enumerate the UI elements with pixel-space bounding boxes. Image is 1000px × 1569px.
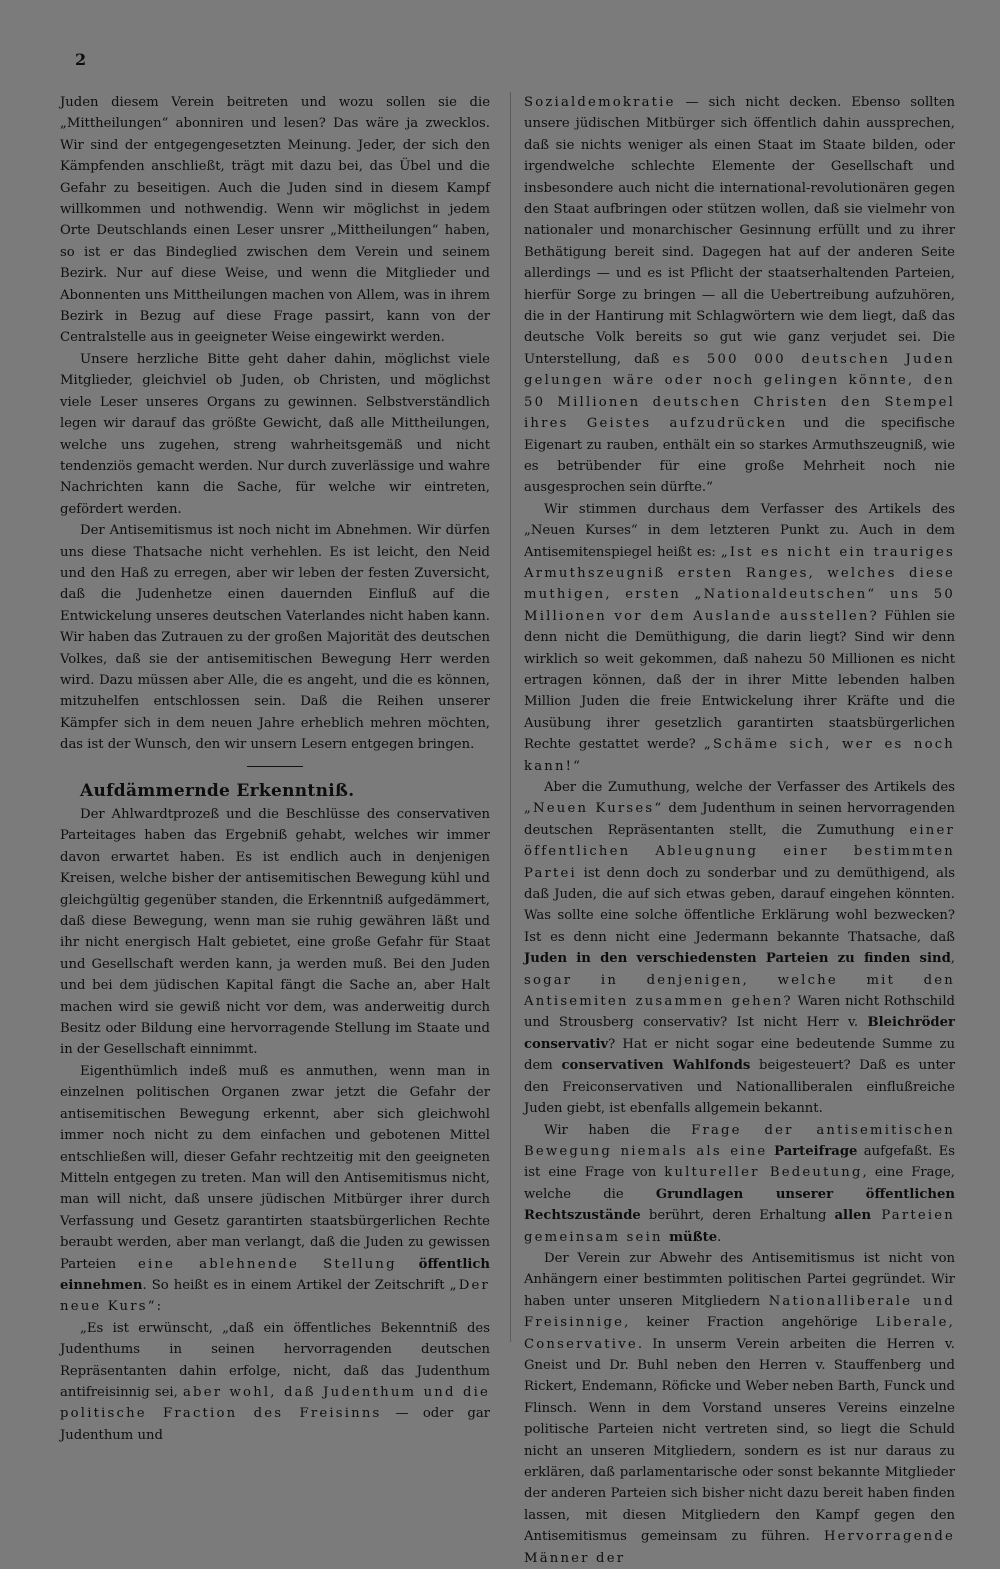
bold-emphasis: öffentlich einnehmen — [60, 1256, 490, 1293]
bold-emphasis: Bleichröder conservativ — [524, 1015, 955, 1052]
spaced-emphasis: Hervorragende Männer der — [524, 1529, 955, 1566]
right-column — [524, 92, 955, 1569]
column-divider — [510, 92, 511, 1342]
spaced-emphasis: sogar in denjenigen, welche mit den Antisemiten zusammen gehen? — [524, 972, 955, 1010]
spaced-emphasis: einer öffentlichen Ableugnung einer bestimmten Partei — [524, 822, 955, 881]
spaced-emphasis: kultureller Bedeutung — [664, 1165, 863, 1181]
spaced-emphasis: aber wohl, daß Judenthum und die politische Fraction des Freisinns — [60, 1384, 491, 1422]
bold-emphasis: Parteifrage — [767, 1143, 858, 1159]
bold-emphasis: müßte — [669, 1229, 718, 1245]
paragraph: Unsere herzliche Bitte geht daher dahin, möglichst viele Mitglieder, gleichviel ob Juden, ob Christen, und möglichst viele Leser unseres Organs zu gewinnen. Selbstverständlich legen wir darauf das größte Gewicht, daß alle Mittheilungen, welche uns zugehen, streng wahrheitsgemäß und nicht tendenziös gemacht werden. Nur durch zuverlässige und wahre Nachrichten kann die Sache, für welche wir eintreten, gefördert werden. — [60, 351, 490, 517]
quote-paragraph: „Es ist erwünscht, „daß ein öffentliches Bekenntniß des Judenthums in seinen hervorragenden deutschen Repräsentanten dahin erfolge, nicht, daß das Judenthum antifreisinnig sei, aber wohl, daß Judenthum und die politische Fraction des Freisinns — oder gar Judenthum und — [60, 1320, 491, 1443]
paragraph: Der Verein zur Abwehr des Antisemitismus ist nicht von Anhängern einer bestimmten politischen Partei gegründet. Wir haben unter unseren Mitgliedern Nationalliberale und Freisinnige, keiner Fraction angehörige Liberale, Conservative. In unserm Verein arbeiten die Herren v. Gneist und Dr. Buhl neben den Herren v. Stauffenberg und Rickert, Endemann, Röficke und Weber neben Barth, Funck und Flinsch. Wenn in dem Vorstand unseres Vereins einzelne politische Parteien nicht vertreten sind, so liegt die Schuld nicht an unseren Mitgliedern, sondern es ist nur daraus zu erklären, daß parlamentarische oder sonst bekannte Mitglieder der anderen Parteien sich bisher nicht dazu bereit haben finden lassen, mit diesen Mitgliedern den Kampf gegen den Antisemitismus gemeinsam zu führen. Hervorragende Männer der — [524, 1250, 955, 1566]
paragraph: Der Ahlwardtprozeß und die Beschlüsse des conservativen Parteitages haben das Ergebniß gehabt, welches wir immer davon erwartet haben. Es ist endlich auch in denjenigen Kreisen, welche bisher der antisemitischen Bewegung kühl und gleichgültig gegenüber standen, die Erkenntniß aufgedämmert, daß diese Bewegung, wenn man sie ruhig gewähren läßt und ihr nicht energisch Halt gebietet, eine große Gefahr für Staat und Gesellschaft werden kann, ja werden muß. Bei den Juden und bei dem jüdischen Kapital fängt die Sache an, aber Halt machen wird sie gewiß nicht vor dem, was anderweitig durch Besitz oder Bildung eine hervorragende Stellung im Staate und in der Gesellschaft einnimmt. — [60, 807, 490, 1058]
spaced-emphasis: es 500 000 deutschen Juden gelungen wäre oder noch gelingen könnte, den 50 Millionen deutschen Christen den Stempel ihres Geistes aufzudrücken — [524, 351, 955, 432]
paragraph: Juden diesem Verein beitreten und wozu sollen sie die „Mittheilungen“ abonniren und lesen? Das wäre ja zwecklos. Wir sind der entgegengesetzten Meinung. Jeder, der sich den Kämpfenden anschließt, trägt mit dazu bei, das Übel und die Gefahr zu beseitigen. Auch die Juden sind in diesem Kampf willkommen und nothwendig. Wenn wir möglichst in jedem Orte Deutschlands einen Leser unsrer „Mittheilungen“ haben, so ist er das Bindeglied zwischen dem Verein und seinem Bezirk. Nur auf diese Weise, und wenn die Mitglieder und Abonnenten uns Mittheilungen machen von Allem, was in ihrem Bezirk in Bezug auf diese Frage passirt, kann von der Centralstelle aus in geeigneter Weise eingewirkt werden. — [60, 95, 490, 346]
spaced-emphasis: Liberale, Conservative — [524, 1315, 955, 1352]
bold-emphasis: Juden in den verschiedensten Parteien zu finden sind — [524, 951, 951, 967]
bold-emphasis: allen — [834, 1208, 872, 1224]
left-column — [60, 92, 490, 1446]
spaced-emphasis: „Schäme sich, wer es noch kann!“ — [524, 737, 955, 774]
bold-emphasis: Grundlagen unserer öffentlichen Rechtszustände — [524, 1186, 955, 1224]
bold-emphasis: conservativen Wahlfonds — [561, 1058, 751, 1074]
spaced-emphasis: eine ablehnende Stellung — [137, 1256, 397, 1272]
page-number: 2 — [75, 50, 87, 69]
paragraph: Wir stimmen durchaus dem Verfasser des Artikels des „Neuen Kurses“ in dem letzteren Punkt zu. Auch in dem Antisemitenspiegel heißt es: „Ist es nicht ein trauriges Armuthszeugniß ersten Ranges, welches diese muthigen, ersten „Nationaldeutschen“ uns 50 Millionen vor dem Auslande ausstellen? Fühlen sie denn nicht die Demüthigung, die darin liegt? Sind wir denn wirklich so weit gekommen, daß nahezu 50 Millionen es nicht ertragen können, daß der in ihrer Mitte lebenden halben Million Juden die freie Entwickelung ihrer Kräfte und die Ausübung ihrer gesetzlich garantirten staatsbürgerlichen Rechte gestattet werde? „Schäme sich, wer es noch kann!“ — [524, 501, 955, 774]
spaced-emphasis: Frage der antisemitischen Bewegung niemals als eine — [524, 1122, 955, 1159]
paragraph: Sozialdemokratie — sich nicht decken. Ebenso sollten unsere jüdischen Mitbürger sich öffentlich dahin aussprechen, daß sie nichts weniger als einen Staat im Staate bilden, oder irgendwelche schlechte Elemente der Gesellschaft und insbesondere auch nicht die international-revolutionären gegen den Staat aufbringen oder stützen wollen, daß sie vielmehr von nationaler und monarchischer Gesinnung erfüllt und zu ihrer Bethätigung bereit sind. Dagegen hat auf der anderen Seite allerdings — und es ist Pflicht der staatserhaltenden Parteien, hierfür Sorge zu bringen — all die Uebertreibung aufzuhören, die in der Hantirung mit Schlagwörtern wie dem liegt, daß das deutsche Volk bereits so gut wie ganz verjudet sei. Die Unterstellung, daß es 500 000 deutschen Juden gelungen wäre oder noch gelingen könnte, den 50 Millionen deutschen Christen den Stempel ihres Geistes aufzudrücken und die specifische Eigenart zu rauben, enthält ein so starkes Armuthszeugniß, wie es betrübender für eine große Mehrheit noch nie ausgesprochen sein dürfte.“ — [524, 95, 955, 496]
spaced-emphasis: Parteien gemeinsam sein — [524, 1208, 955, 1245]
journal-title: „Der neue Kurs“ — [60, 1277, 490, 1315]
section-divider — [247, 766, 303, 767]
spaced-emphasis: „Ist es nicht ein trauriges Armuthszeugniß ersten Ranges, welches diese muthigen, ersten „Nationaldeutschen“ uns 50 Millionen vor dem Auslande ausstellen? — [524, 544, 955, 624]
spaced-emphasis: Sozialdemokratie — [524, 95, 676, 110]
spaced-emphasis: Nationalliberale und Freisinnige — [524, 1293, 955, 1331]
spaced-emphasis: „Neuen Kurses“ — [524, 801, 664, 817]
paragraph: Eigenthümlich indeß muß es anmuthen, wenn man in einzelnen politischen Organen zwar jetzt die Gefahr der antisemitischen Bewegung erkennt, aber sich gleichwohl immer noch nicht zu dem einfachen und gebotenen Mittel entschließen will, dieser Gefahr rechtzeitig mit den geeigneten Mitteln entgegen zu treten. Man will den Antisemitismus nicht, man will nicht, daß unsere jüdischen Mitbürger ihrer durch Verfassung und Gesetz garantirten staatsbürgerlichen Rechte beraubt werden, aber man verlangt, daß die Juden zu gewissen Parteien eine ablehnende Stellung öffentlich einnehmen. So heißt es in einem Artikel der Zeitschrift „Der neue Kurs“: — [60, 1063, 490, 1315]
paragraph: Der Antisemitismus ist noch nicht im Abnehmen. Wir dürfen uns diese Thatsache nicht verhehlen. Es ist leicht, den Neid und den Haß zu erregen, aber wir leben der festen Zuversicht, daß die Judenhetze einen dauernden Einfluß auf die Entwickelung unseres deutschen Vaterlandes nicht haben kann. Wir haben das Zutrauen zu der großen Majorität des deutschen Volkes, daß sie der antisemitischen Bewegung Herr werden wird. Dazu müssen aber Alle, die es angeht, und die es können, mitzuhelfen entschlossen sein. Daß die Reihen unserer Kämpfer sich in dem neuen Jahre erheblich mehren möchten, das ist der Wunsch, den wir unsern Lesern entgegen bringen. — [60, 523, 490, 753]
article-heading: Aufdämmernde Erkenntniß. — [80, 780, 355, 801]
paragraph: Wir haben die Frage der antisemitischen Bewegung niemals als eine Parteifrage aufgefaßt. Es ist eine Frage von kultureller Bedeutung, eine Frage, welche die Grundlagen unserer öffentlichen Rechtszustände berührt, deren Erhaltung allen Parteien gemeinsam sein müßte. — [524, 1122, 955, 1245]
paragraph: Aber die Zumuthung, welche der Verfasser des Artikels des „Neuen Kurses“ dem Judenthum in seinen hervorragenden deutschen Repräsentanten stellt, die Zumuthung einer öffentlichen Ableugnung einer bestimmten Partei ist denn doch zu sonderbar und zu demüthigend, als daß Juden, die auf sich etwas geben, darauf eingehen könnten. Was sollte eine solche öffentliche Erklärung wohl bezwecken? Ist es denn nicht eine Jedermann bekannte Thatsache, daß Juden in den verschiedensten Parteien zu finden sind, sogar in denjenigen, welche mit den Antisemiten zusammen gehen? Waren nicht Rothschild und Strousberg conservativ? Ist nicht Herr v. Bleichröder conservativ? Hat er nicht sogar eine bedeutende Summe zu dem conservativen Wahlfonds beigesteuert? Daß es unter den Freiconservativen und Nationalliberalen einflußreiche Juden giebt, ist ebenfalls allgemein bekannt. — [524, 780, 955, 1117]
